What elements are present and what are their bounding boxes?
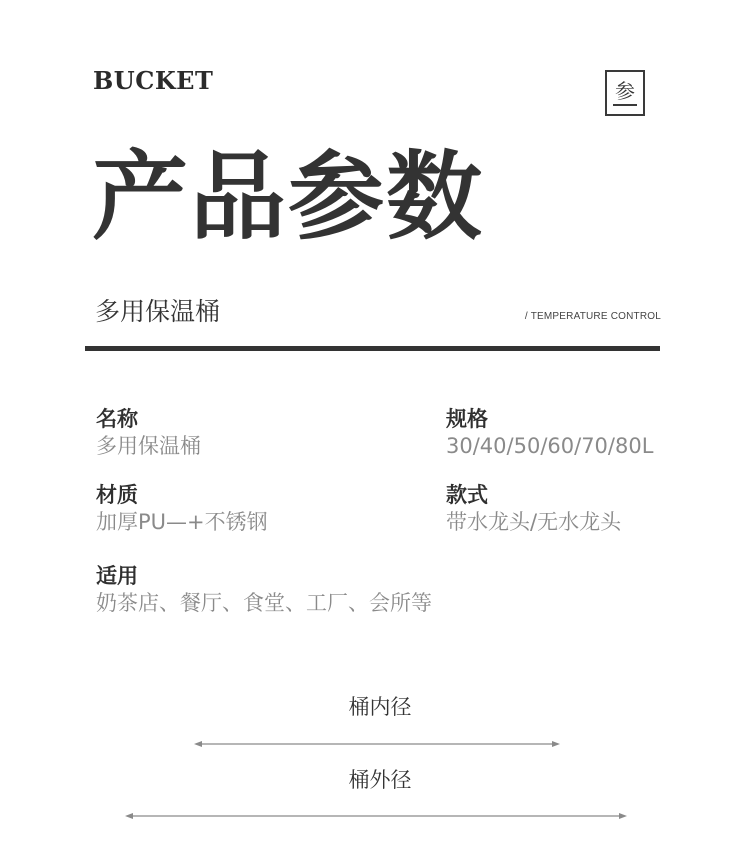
brand-title: BUCKET [93,66,214,95]
spec-label: 名称 [96,407,138,431]
inner-diameter-label: 桶内径 [348,695,412,719]
outer-diameter-arrow [125,810,627,822]
spec-value: 加厚PU—+不锈钢 [96,510,268,534]
spec-value: 带水龙头/无水龙头 [446,510,622,534]
spec-style [446,482,621,536]
subtitle-english: / TEMPERATURE CONTROL [524,311,661,322]
section-divider [85,346,660,351]
spec-size [446,406,653,460]
spec-label: 款式 [446,483,488,507]
section-badge [605,70,645,116]
inner-diameter-arrow [194,738,560,750]
badge-char: 参 [615,79,635,103]
badge-underline [613,104,637,106]
spec-usage [96,563,432,617]
spec-label: 材质 [96,483,138,507]
spec-value: 奶茶店、餐厅、食堂、工厂、会所等 [96,591,432,615]
product-subtitle: 多用保温桶 [95,297,221,326]
spec-label: 适用 [96,564,138,588]
spec-material [96,482,268,536]
spec-value: 30/40/50/60/70/80L [446,434,654,458]
hero-title: 产品参数 [92,141,484,253]
spec-label: 规格 [446,407,488,431]
spec-value: 多用保温桶 [96,434,201,458]
outer-diameter-label: 桶外径 [348,768,412,792]
spec-name [96,406,201,460]
